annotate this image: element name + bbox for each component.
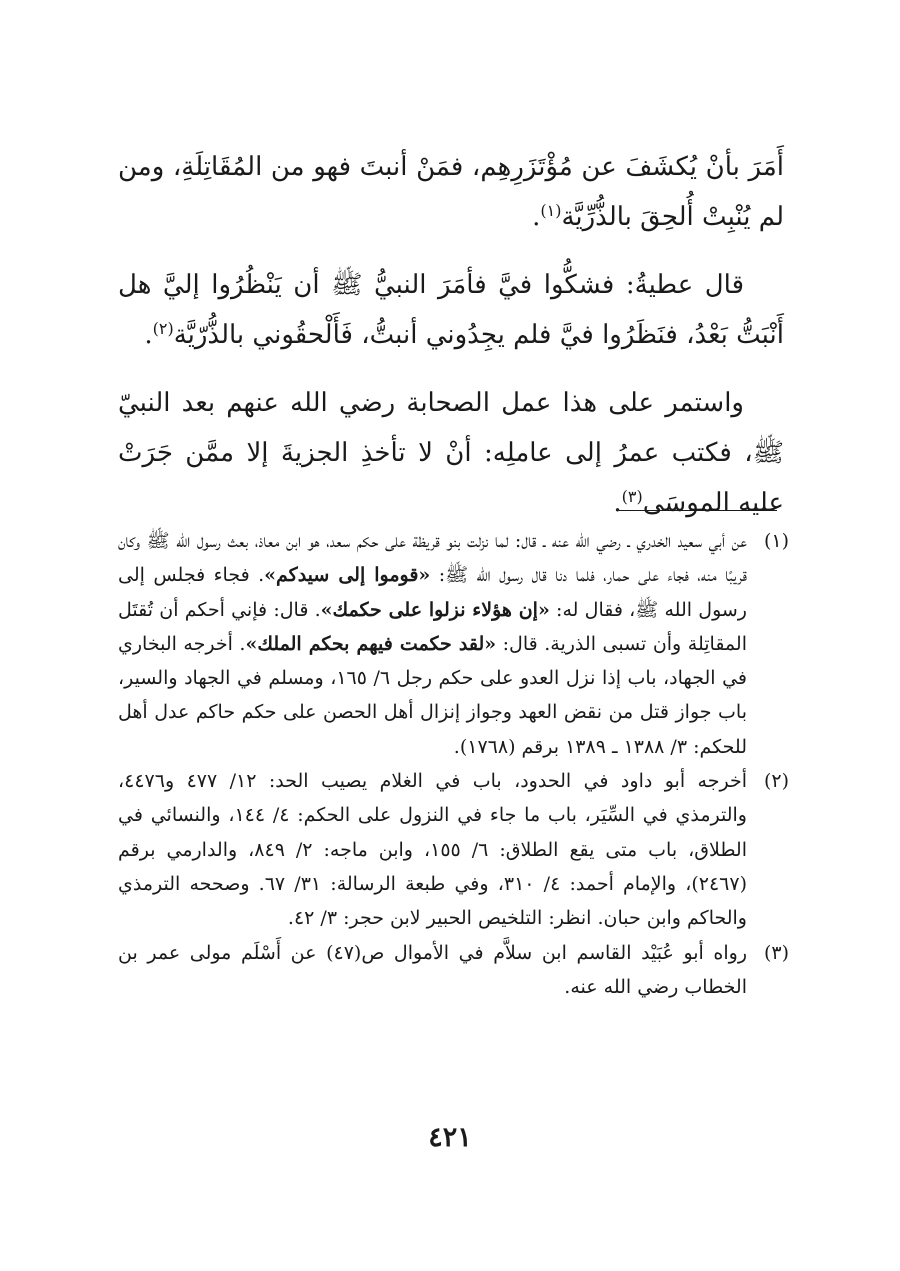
paragraph-1 — [118, 142, 784, 242]
footnote-separator — [619, 510, 777, 511]
footnote-1-part-3: . قال: فإني أحكم أن تُقتَل المقاتِلة وأن تسبى الذرية. قال: — [118, 598, 747, 655]
footnotes — [118, 524, 789, 1004]
footnote-1-quote-2: «إن هؤلاء نزلوا على حكمك» — [320, 598, 550, 621]
page-number: ٤٢١ — [428, 1122, 472, 1153]
footnote-1-quote-3: «لقد حكمت فيهم بحكم الملك» — [245, 632, 497, 655]
footnote-1-part-2: . فجاء فجلس إلى رسول الله ﷺ، فقال له: — [118, 564, 747, 621]
footnote-1-text — [118, 524, 747, 764]
footnote-1 — [118, 524, 789, 764]
paragraph-3-text: واستمر على هذا عمل الصحابة رضي الله عنهم بعد النبيّ ﷺ، فكتب عمرُ إلى عاملِه: أنْ لا تأخذِ الجزيةَ إلا ممَّن جَرَتْ عليه الموسَى — [118, 388, 784, 518]
footnote-2-text: أخرجه أبو داود في الحدود، باب في الغلام يصيب الحد: ١٢/ ٤٧٧ و٤٤٧٦، والترمذي في السِّيَر، باب ما جاء في النزول على الحكم: ٤/ ١٤٤، والنسائي في الطلاق، باب متى يقع الطلاق: ٦/ ١٥٥، وابن ماجه: ٢/ ٨٤٩، والدارمي برقم (٢٤٦٧)، والإمام أحمد: ٤/ ٣١٠، وفي طبعة الرسالة: ٣١/ ٦٧. وصححه الترمذي والحاكم وابن حبان. انظر: التلخيص الحبير لابن حجر: ٣/ ٤٢. — [118, 770, 747, 930]
footnote-ref-2: (٢) — [152, 319, 174, 338]
main-text — [118, 142, 784, 546]
paragraph-2-text: قال عطيةُ: فشكُّوا فيَّ فأمَرَ النبيُّ ﷺ أن يَنْظُرُوا إليَّ هل أَنْبَتُّ بَعْدُ، فنَظَرُوا فيَّ فلم يجِدُوني أنبتُّ، فَأَلْحقُوني بالذُّرّيَّة — [118, 270, 784, 350]
paragraph-1-text: أَمَرَ بأنْ يُكشَفَ عن مُؤْتَزَرِهِم، فمَنْ أنبتَ فهو من المُقَاتِلَةِ، ومن لم يُنْبِتْ أُلحِقَ بالذُّرِّيَّة — [118, 152, 784, 232]
footnote-1-part-1: عن أبي سعيد الخدري ـ رضي الله عنه ـ قال: لما نزلت بنو قريظة على حكم سعد، هو ابن معاذ، بعث رسول الله ﷺ وكان قريبًا منه، فجاء على حمار، فلما دنا قال رسول الله ﷺ: — [118, 530, 747, 587]
footnote-ref-3: (٣) — [621, 487, 643, 506]
footnote-2-number: (٢) — [763, 770, 789, 793]
footnote-3-text: رواه أبو عُبَيْد القاسم ابن سلاَّم في الأموال ص(٤٧) عن أَسْلَم مولى عمر بن الخطاب رضي الله عنه. — [118, 941, 748, 998]
paragraph-1-end: . — [532, 202, 541, 232]
footnote-1-part-4: . أخرجه البخاري في الجهاد، باب إذا نزل العدو على حكم رجل ٦/ ١٦٥، ومسلم في الجهاد والسير، باب جواز قتل من نقض العهد وجواز إنزال أهل الحصن على حكم حاكم عدل أهل للحكم: ٣/ ١٣٨٨ ـ ١٣٨٩ برقم (١٧٦٨). — [118, 632, 747, 758]
footnote-1-quote-1: «قوموا إلى سيدكم» — [264, 564, 431, 587]
footnote-3-number: (٣) — [763, 941, 789, 964]
paragraph-3 — [118, 378, 784, 528]
paragraph-3-end: . — [613, 488, 622, 518]
footnote-2 — [118, 764, 789, 935]
footnote-1-number: (١) — [763, 530, 789, 552]
footnote-ref-1: (١) — [540, 201, 562, 220]
paragraph-2-end: . — [144, 320, 153, 350]
paragraph-2 — [118, 260, 784, 360]
footnote-3 — [118, 936, 789, 1005]
